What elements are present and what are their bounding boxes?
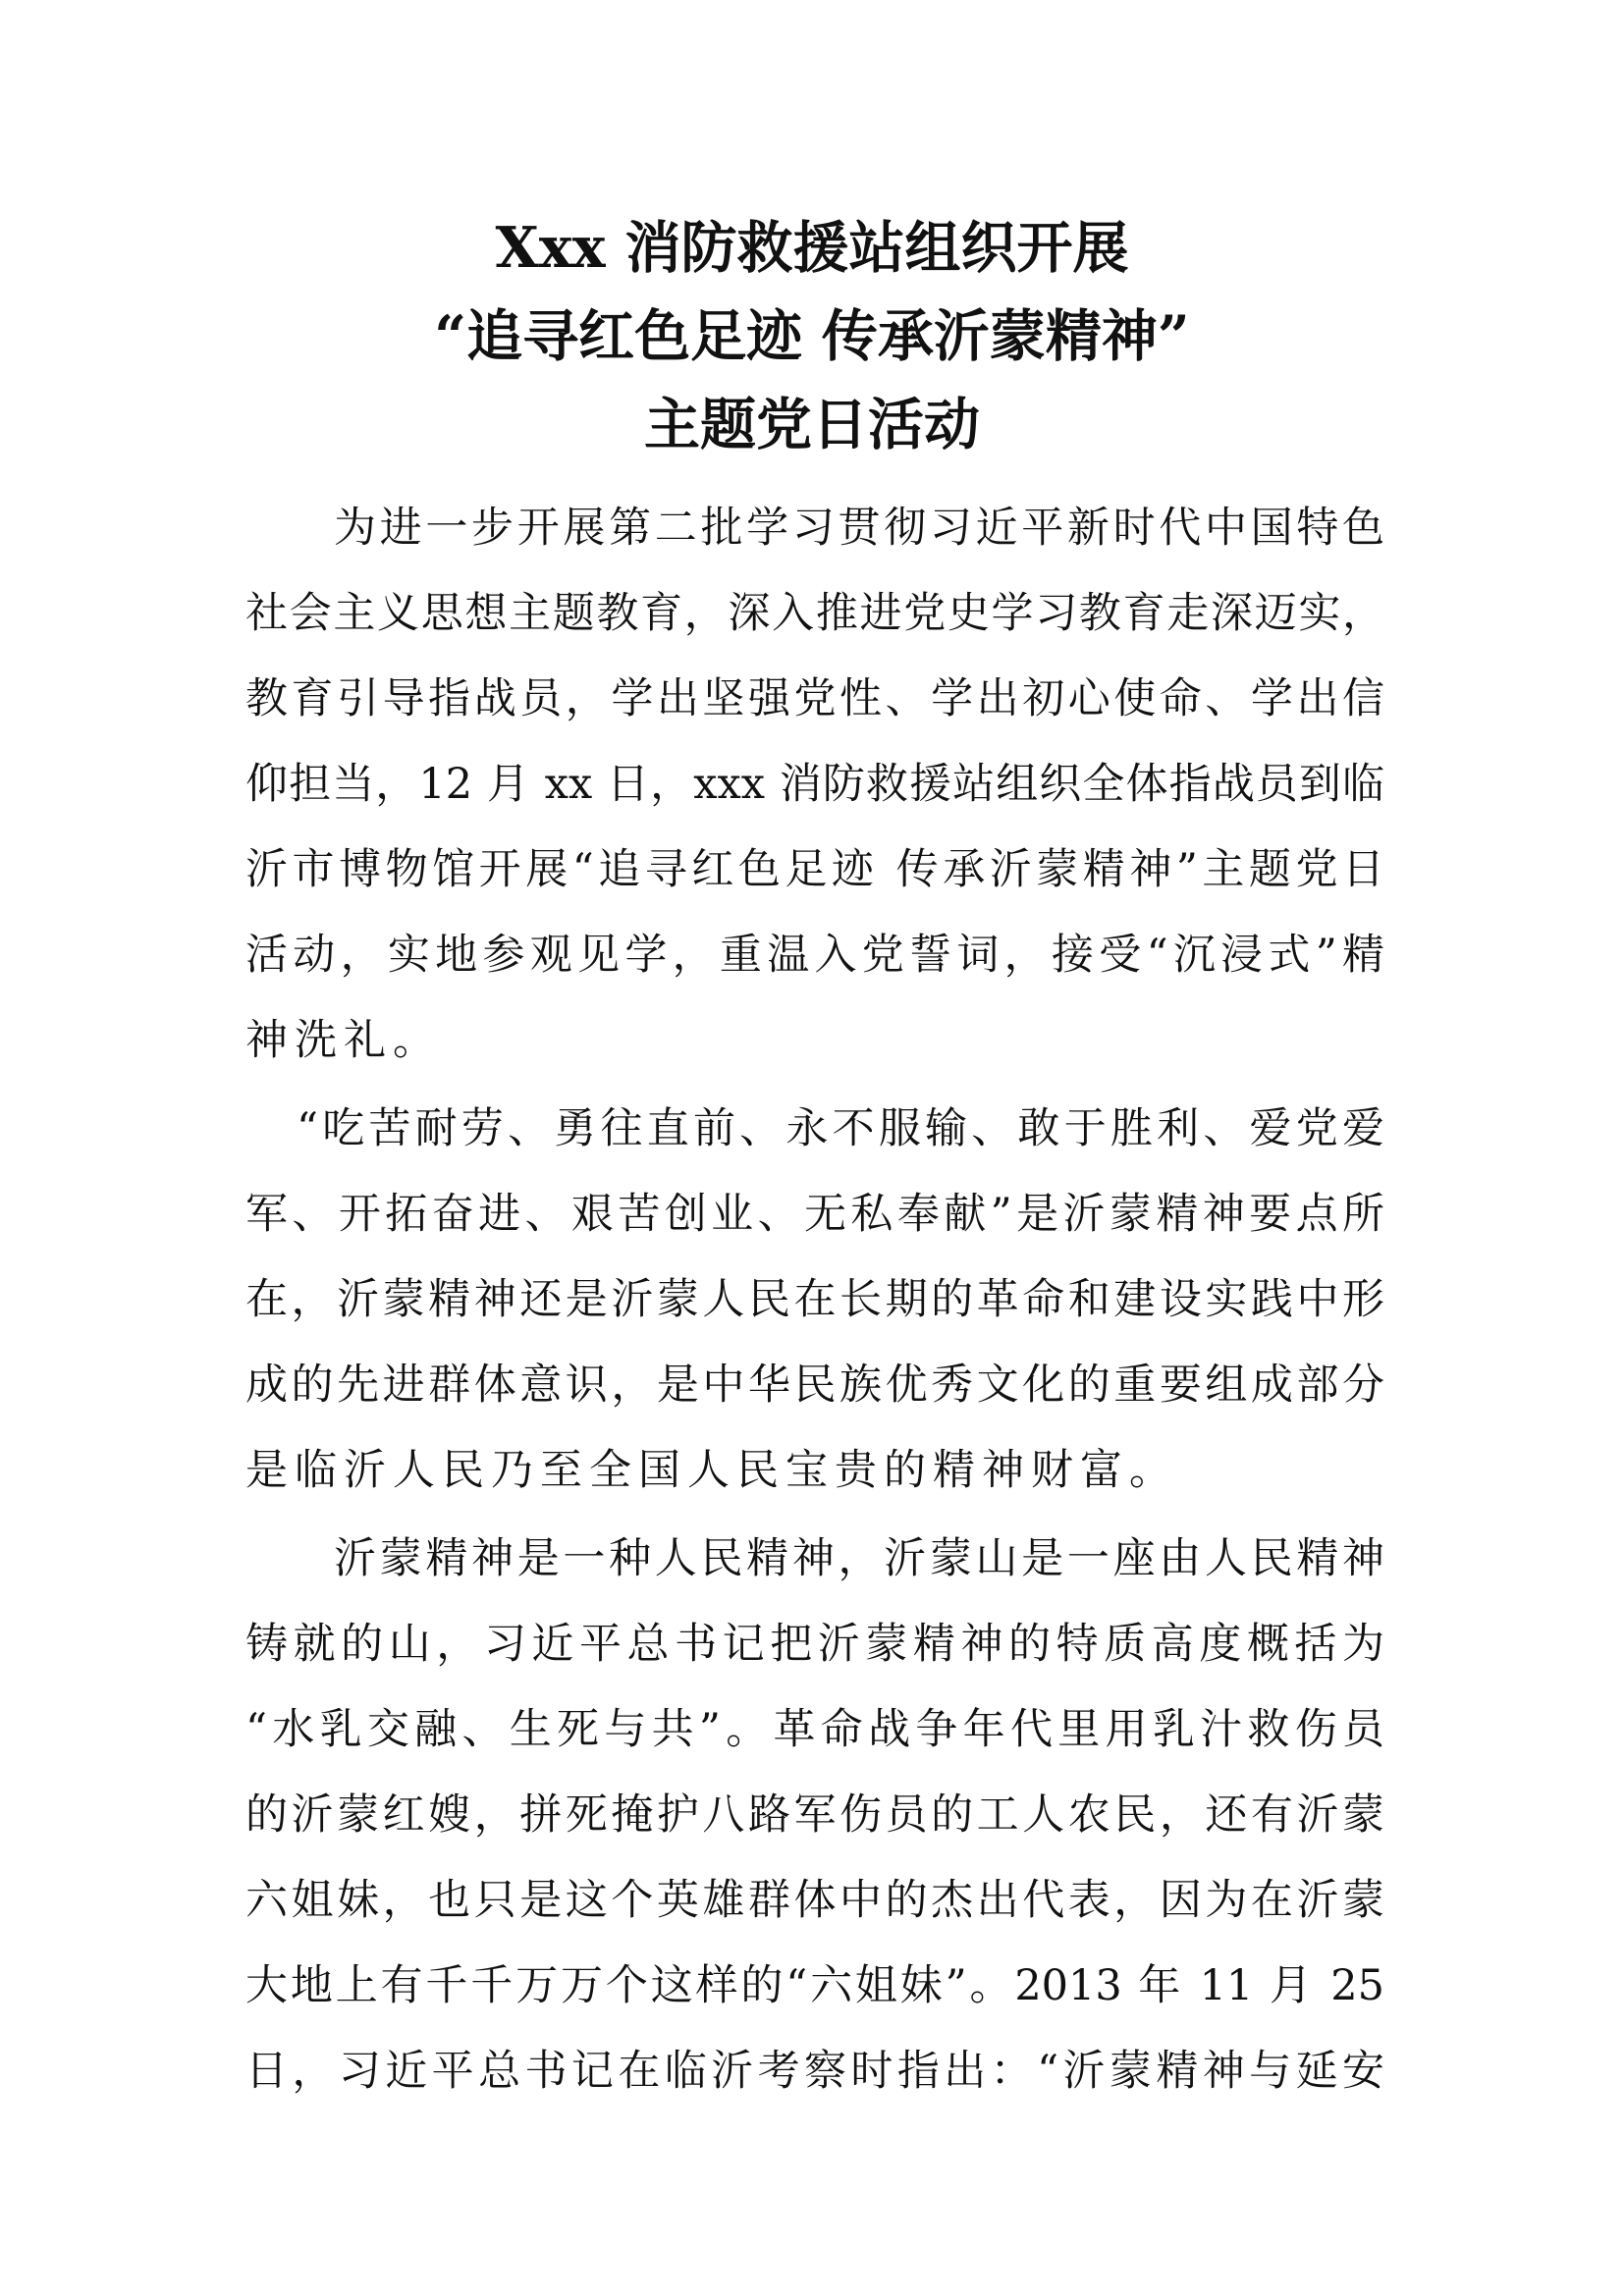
text-line: 沂市博物馆开展“追寻红色足迹 传承沂蒙精神”主题党日 — [245, 845, 1384, 894]
text-line: 沂蒙精神是一种人民精神，沂蒙山是一座由人民精神 — [334, 1534, 1384, 1583]
title-line-1: Xxx 消防救援站组织开展 — [495, 215, 1129, 281]
paragraph-2 — [245, 1087, 1384, 1514]
title-line-3: 主题党日活动 — [644, 392, 980, 457]
text-line: 仰担当，12 月 xx 日，xxx 消防救援站组织全体指战员到临 — [245, 760, 1384, 809]
text-line: 六姐妹，也只是这个英雄群体中的杰出代表，因为在沂蒙 — [245, 1876, 1384, 1925]
document-title — [0, 204, 1624, 469]
text-line: 日，习近平总书记在临沂考察时指出：“沂蒙精神与延安 — [245, 2047, 1384, 2096]
text-line: 为进一步开展第二批学习贯彻习近平新时代中国特色 — [334, 504, 1384, 553]
text-line: 是临沂人民乃至全国人民宝贵的精神财富。 — [245, 1446, 1178, 1495]
text-line: 的沂蒙红嫂，拼死掩护八路军伤员的工人农民，还有沂蒙 — [245, 1790, 1384, 1840]
title-line-2: “追寻红色足迹 传承沂蒙精神” — [434, 303, 1190, 369]
paragraph-1 — [245, 486, 1384, 1084]
text-line: 大地上有千千万万个这样的“六姐妹”。2013 年 11 月 25 — [245, 1961, 1384, 2010]
text-line: 在，沂蒙精神还是沂蒙人民在长期的革命和建设实践中形 — [245, 1275, 1384, 1324]
text-line: 铸就的山，习近平总书记把沂蒙精神的特质高度概括为 — [245, 1620, 1384, 1669]
text-line: 军、开拓奋进、艰苦创业、无私奉献”是沂蒙精神要点所 — [245, 1190, 1384, 1239]
text-line: 教育引导指战员，学出坚强党性、学出初心使命、学出信 — [245, 674, 1384, 723]
paragraph-3 — [245, 1517, 1384, 2114]
text-line: 成的先进群体意识，是中华民族优秀文化的重要组成部分 — [245, 1361, 1384, 1410]
text-line: 神洗礼。 — [245, 1016, 442, 1065]
text-line: 活动，实地参观见学，重温入党誓词，接受“沉浸式”精 — [245, 931, 1384, 980]
document-body — [245, 486, 1384, 2117]
text-line: “水乳交融、生死与共”。革命战争年代里用乳汁救伤员 — [245, 1705, 1384, 1754]
text-line: 社会主义思想主题教育，深入推进党史学习教育走深迈实， — [245, 589, 1384, 638]
text-line: “吃苦耐劳、勇往直前、永不服输、敢于胜利、爱党爱 — [297, 1104, 1384, 1153]
